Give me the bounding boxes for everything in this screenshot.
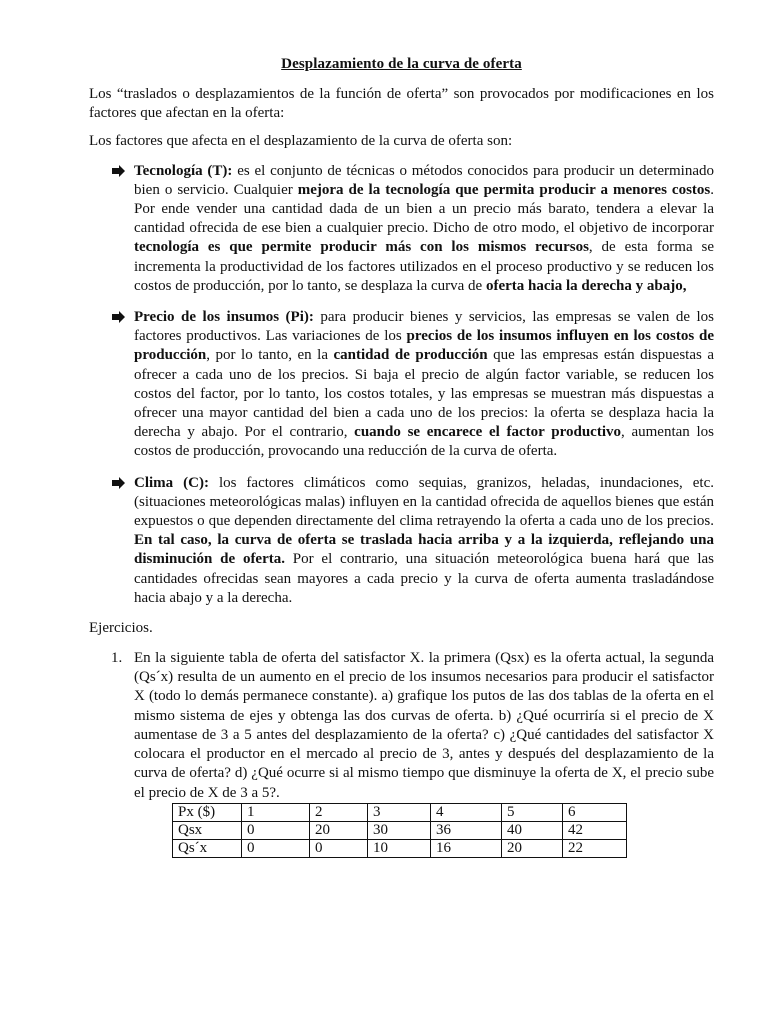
table-cell: 22 [563, 839, 627, 857]
table-cell: 30 [368, 821, 431, 839]
table-cell: 20 [310, 821, 368, 839]
factor-input-prices: Precio de los insumos (Pi): para producir bienes y servicios, las empresas se valen de los factores productivos. Las variaciones de los precios de los insumos influyen en los costos de producción, por lo tanto, en la cantidad de producción que las empresas están dispuestas a ofrecer a cada uno de los precios. Si baja el precio de algún factor variable, se reducen los costos del factor, por lo tanto, los costos totales, y las empresas se muestran más dispuestas a ofrecer una mayor cantidad del bien a cada uno de los precios: la oferta se desplaza hacia la derecha y abajo. Por el contrario, cuando se encarece el factor productivo, aumentan los costos de producción, provocando una reducción de la curva de oferta. [89, 308, 714, 462]
table-cell: Qsx [173, 821, 242, 839]
exercise-text: En la siguiente tabla de oferta del satisfactor X. la primera (Qsx) es la oferta actual, la segunda (Qs´x) resulta de un aumento en el precio de los insumos necesarios para producir el satisfactor X (todo lo demás permanece constante). a) grafique los putos de las dos tablas de la oferta en el mismo sistema de ejes y obtenga las dos curvas de oferta. b) ¿Qué ocurriría si el precio de X aumentase de 3 a 5 antes del desplazamiento de la oferta? c) ¿Qué cantidades del satisfactor X colocara el productor en el mercado al precio de 3, antes y después del desplazamiento de la curva de oferta? d) ¿Qué ocurre si al mismo tiempo que disminuye la oferta de X, el precio sube el precio de X de 3 a 5?. [134, 650, 714, 801]
exercises-heading: Ejercicios. [89, 620, 153, 637]
factor-climate: Clima (C): los factores climáticos como sequias, granizos, heladas, inundaciones, etc. (situaciones meteorológicas malas) influyen en la cantidad ofrecida de aquellos bienes que están expuestos o que dependen directamente del clima retrayendo la oferta a cada uno de los precios. En tal caso, la curva de oferta se traslada hacia arriba y a la izquierda, reflejando una disminución de oferta. Por el contrario, una situación meteorológica buena hará que las cantidades ofrecidas sean mayores a cada precio y la curva de oferta aumenta trasladándose hacia abajo y a la derecha. [89, 474, 714, 608]
arrow-bullet-icon [111, 475, 126, 491]
exercises-list [89, 649, 714, 803]
table-cell: 10 [368, 839, 431, 857]
table-cell: 20 [502, 839, 563, 857]
exercise-item [89, 649, 714, 803]
arrow-bullet-icon [111, 163, 126, 179]
table-cell: 2 [310, 803, 368, 821]
table-cell: Px ($) [173, 803, 242, 821]
lead-paragraph: Los factores que afecta en el desplazamiento de la curva de oferta son: [89, 133, 513, 150]
table-row [173, 821, 627, 839]
table-cell: 5 [502, 803, 563, 821]
table-cell: Qs´x [173, 839, 242, 857]
page-title: Desplazamiento de la curva de oferta [281, 56, 522, 72]
table-row [173, 803, 627, 821]
table-cell: 40 [502, 821, 563, 839]
supply-table [172, 803, 627, 858]
table-row [173, 839, 627, 857]
table-cell: 6 [563, 803, 627, 821]
factor-technology: Tecnología (T): es el conjunto de técnicas o métodos conocidos para producir un determinado bien o servicio. Cualquier mejora de la tecnología que permita producir a menores costos. Por ende vender una cantidad dada de un bien a un precio más barato, tendera a elevar la cantidad ofrecida de ese bien a cualquier precio. Dicho de otro modo, el objetivo de incorporar tecnología es que permite producir más con los mismos recursos, de esta forma se incrementa la productividad de los factores utilizados en el proceso productivo y se reducen los costos de producción, por lo tanto, se desplaza la curva de oferta hacia la derecha y abajo, [89, 162, 714, 296]
arrow-bullet-icon [111, 309, 126, 325]
table-cell: 42 [563, 821, 627, 839]
table-cell: 0 [242, 821, 310, 839]
intro-paragraph: Los “traslados o desplazamientos de la función de oferta” son provocados por modificaciones en los factores que afectan en la oferta: [89, 86, 714, 122]
table-cell: 16 [431, 839, 502, 857]
table-cell: 0 [242, 839, 310, 857]
factors-list [89, 162, 714, 608]
table-cell: 3 [368, 803, 431, 821]
table-cell: 4 [431, 803, 502, 821]
table-cell: 0 [310, 839, 368, 857]
exercise-number: 1. [111, 650, 123, 667]
table-cell: 1 [242, 803, 310, 821]
table-cell: 36 [431, 821, 502, 839]
